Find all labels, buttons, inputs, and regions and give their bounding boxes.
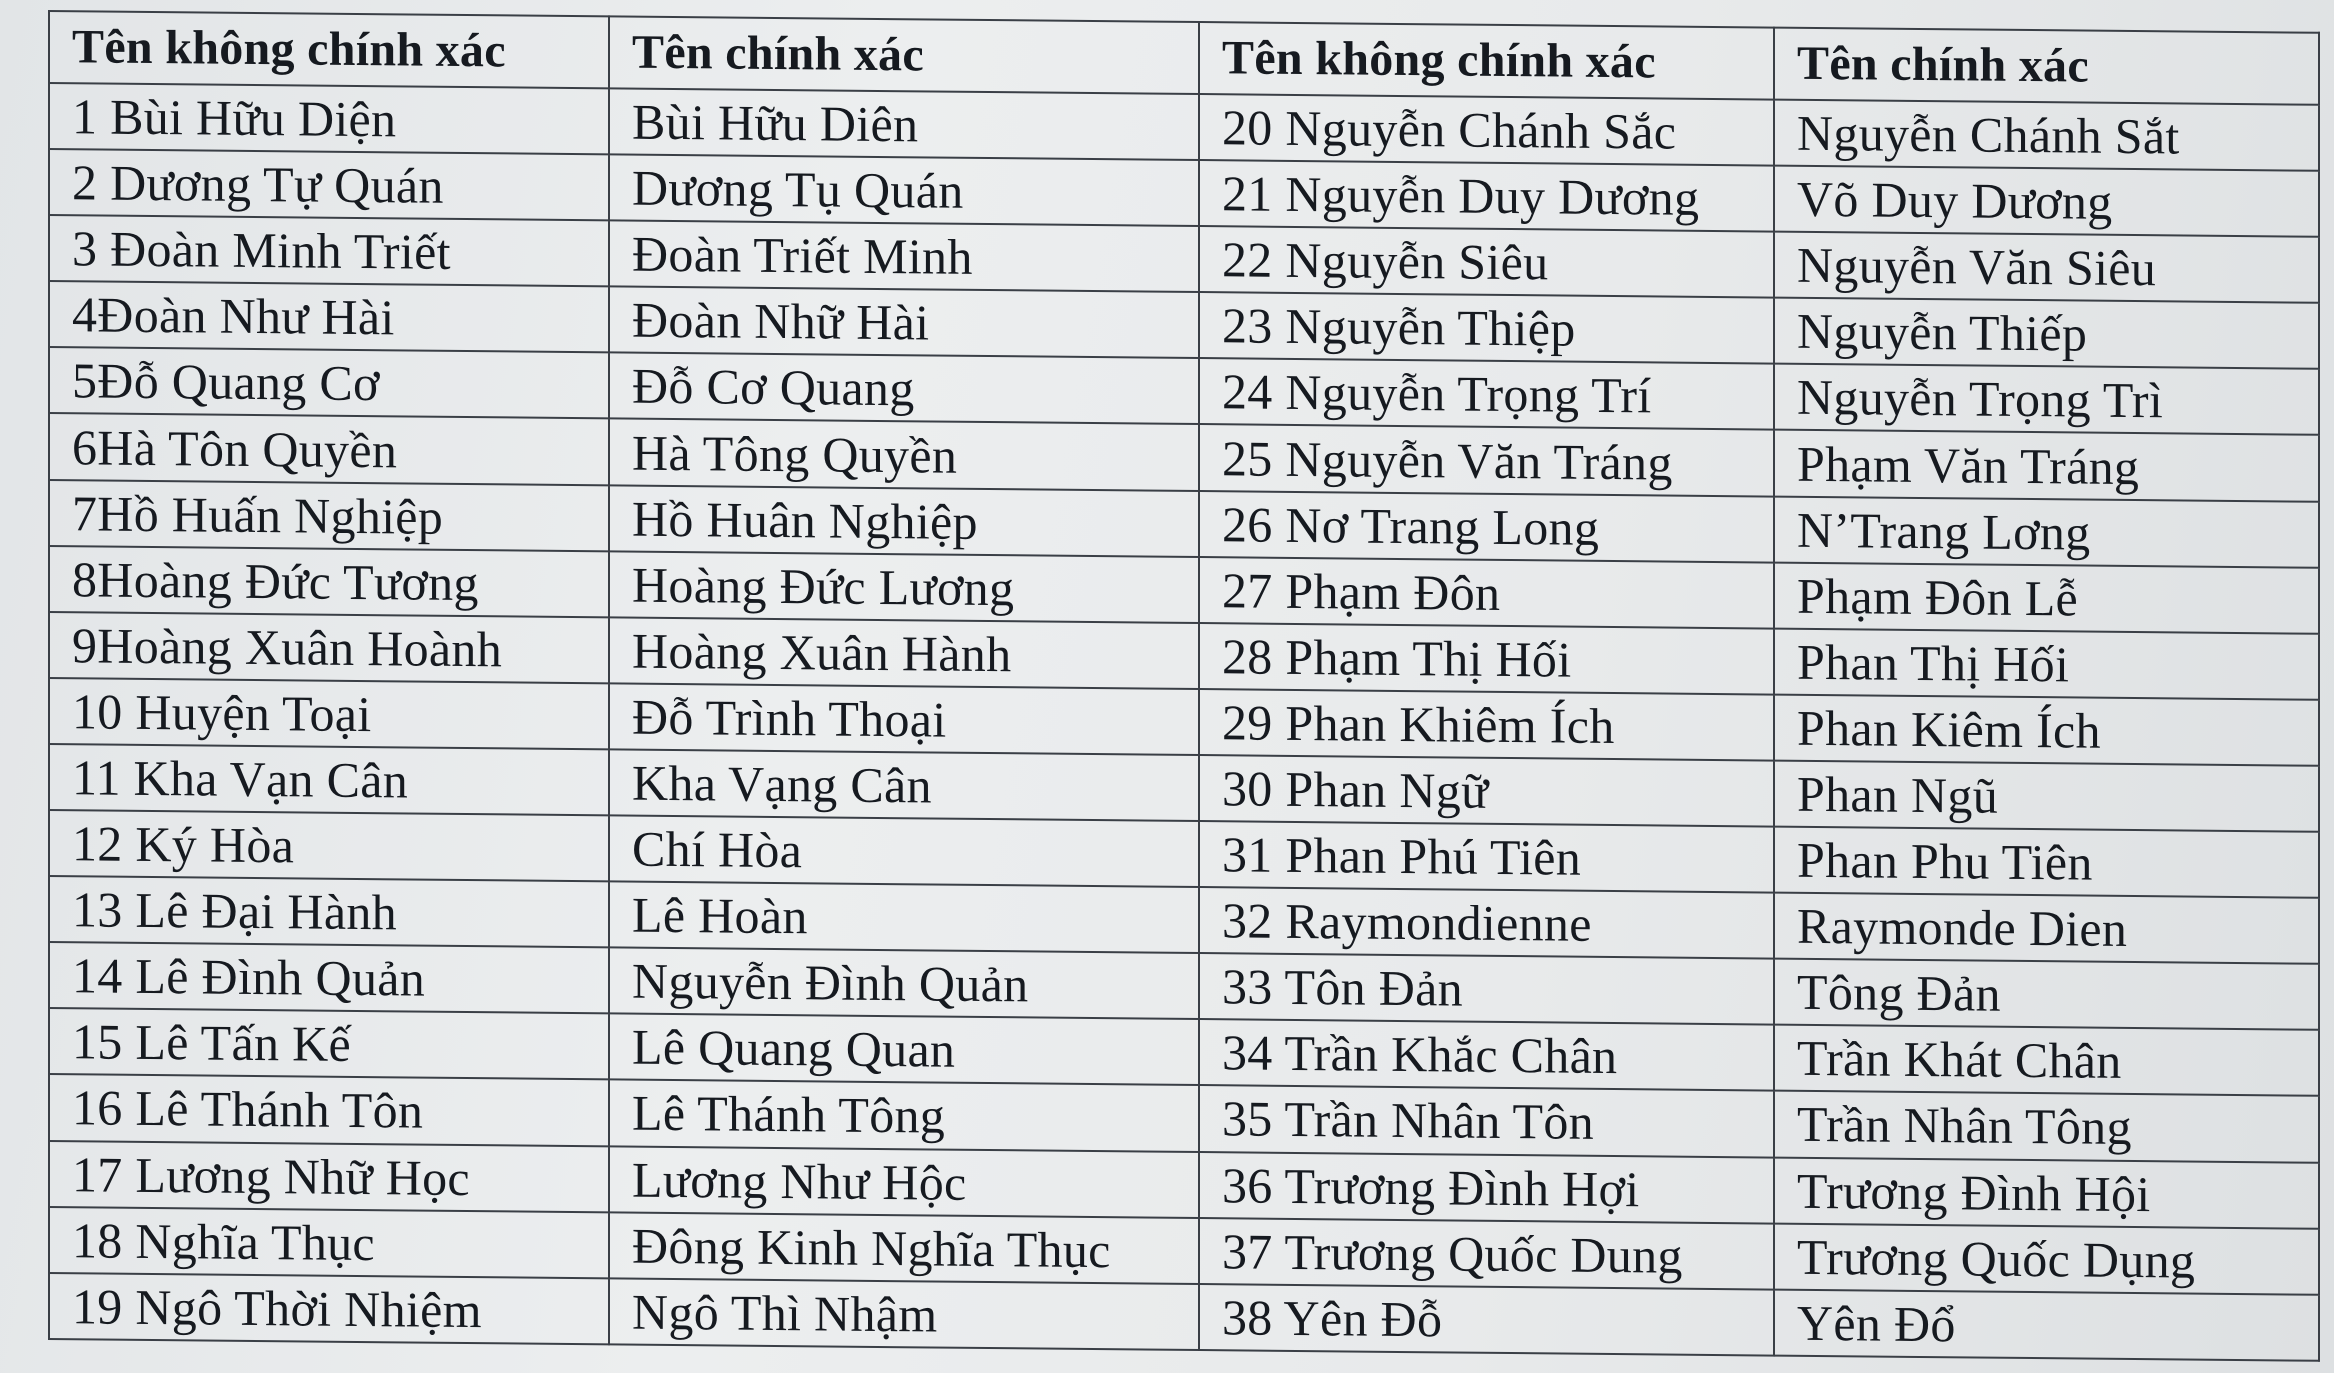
incorrect-name-cell: 5Đỗ Quang Cơ <box>49 347 609 418</box>
incorrect-name-cell: 22 Nguyễn Siêu <box>1199 226 1774 298</box>
incorrect-name-cell: 2 Dương Tự Quán <box>49 149 609 220</box>
correct-name-cell: Đỗ Cơ Quang <box>609 353 1199 425</box>
incorrect-name-cell: 7Hồ Huấn Nghiệp <box>49 480 609 551</box>
correct-name-cell: Nguyễn Đình Quản <box>609 948 1199 1020</box>
cut-off-text-line <box>40 1352 2330 1373</box>
table-body <box>49 83 2319 1361</box>
correct-name-cell: Hà Tông Quyền <box>609 419 1199 491</box>
incorrect-name-cell: 38 Yên Đỗ <box>1199 1284 1774 1356</box>
incorrect-name-cell: 6Hà Tôn Quyền <box>49 413 609 484</box>
correct-name-cell: Phạm Đôn Lễ <box>1774 562 2319 633</box>
correct-name-cell: Ngô Thì Nhậm <box>609 1278 1199 1350</box>
correct-name-cell: Lê Hoàn <box>609 882 1199 954</box>
incorrect-name-cell: 31 Phan Phú Tiên <box>1199 821 1774 893</box>
incorrect-name-cell: 35 Trần Nhân Tôn <box>1199 1085 1774 1157</box>
correct-name-cell: Hoàng Xuân Hành <box>609 617 1199 689</box>
correct-name-cell: Kha Vạng Cân <box>609 749 1199 821</box>
incorrect-name-cell: 20 Nguyễn Chánh Sắc <box>1199 94 1774 166</box>
correct-name-cell: Bùi Hữu Diên <box>609 88 1199 160</box>
incorrect-name-cell: 27 Phạm Đôn <box>1199 557 1774 629</box>
correct-name-cell: Võ Duy Dương <box>1774 166 2319 237</box>
correct-name-cell: Phan Thị Hối <box>1774 628 2319 699</box>
correct-name-cell: Lương Như Hộc <box>609 1146 1199 1218</box>
correct-name-cell: Trương Quốc Dụng <box>1774 1223 2319 1294</box>
correct-name-cell: Tông Đản <box>1774 959 2319 1030</box>
incorrect-name-cell: 4Đoàn Như Hài <box>49 281 609 352</box>
incorrect-name-cell: 18 Nghĩa Thục <box>49 1207 609 1278</box>
incorrect-name-cell: 1 Bùi Hữu Diện <box>49 83 609 154</box>
correct-name-cell: Đoàn Triết Minh <box>609 221 1199 293</box>
incorrect-name-cell: 12 Ký Hòa <box>49 810 609 881</box>
incorrect-name-cell: 28 Phạm Thị Hối <box>1199 623 1774 695</box>
correct-name-cell: Đoàn Nhữ Hài <box>609 287 1199 359</box>
correct-name-cell: Trương Đình Hội <box>1774 1157 2319 1228</box>
header-incorrect-name-1: Tên không chính xác <box>49 11 609 88</box>
header-correct-name-2: Tên chính xác <box>1774 28 2319 105</box>
header-incorrect-name-2: Tên không chính xác <box>1199 22 1774 100</box>
correct-name-cell: Đông Kinh Nghĩa Thục <box>609 1212 1199 1284</box>
correct-name-cell: Hồ Huân Nghiệp <box>609 485 1199 557</box>
correct-name-cell: Phạm Văn Tráng <box>1774 430 2319 501</box>
correct-name-cell: Chí Hòa <box>609 815 1199 887</box>
incorrect-name-cell: 8Hoàng Đức Tương <box>49 546 609 617</box>
correct-name-cell: Nguyễn Chánh Sắt <box>1774 100 2319 171</box>
incorrect-name-cell: 16 Lê Thánh Tôn <box>49 1074 609 1145</box>
correct-name-cell: Lê Thánh Tông <box>609 1080 1199 1152</box>
name-correction-table <box>48 10 2320 1362</box>
correct-name-cell: Nguyễn Trọng Trì <box>1774 364 2319 435</box>
incorrect-name-cell: 30 Phan Ngữ <box>1199 755 1774 827</box>
header-correct-name-1: Tên chính xác <box>609 16 1199 94</box>
correct-name-cell: N’Trang Lơng <box>1774 496 2319 567</box>
correct-name-cell: Trần Khát Chân <box>1774 1025 2319 1096</box>
correct-name-cell: Yên Đổ <box>1774 1289 2319 1361</box>
incorrect-name-cell: 10 Huyện Toại <box>49 678 609 749</box>
incorrect-name-cell: 26 Nơ Trang Long <box>1199 491 1774 563</box>
incorrect-name-cell: 15 Lê Tấn Kế <box>49 1008 609 1079</box>
incorrect-name-cell: 29 Phan Khiêm Ích <box>1199 689 1774 761</box>
correct-name-cell: Dương Tụ Quán <box>609 154 1199 226</box>
incorrect-name-cell: 3 Đoàn Minh Triết <box>49 215 609 286</box>
correct-name-cell: Hoàng Đức Lương <box>609 551 1199 623</box>
correct-name-cell: Đỗ Trình Thoại <box>609 683 1199 755</box>
incorrect-name-cell: 14 Lê Đình Quản <box>49 942 609 1013</box>
incorrect-name-cell: 24 Nguyễn Trọng Trí <box>1199 358 1774 430</box>
incorrect-name-cell: 32 Raymondienne <box>1199 887 1774 959</box>
correct-name-cell: Phan Ngũ <box>1774 761 2319 832</box>
incorrect-name-cell: 33 Tôn Đản <box>1199 953 1774 1025</box>
incorrect-name-cell: 11 Kha Vạn Cân <box>49 744 609 815</box>
correct-name-cell: Phan Kiêm Ích <box>1774 694 2319 765</box>
incorrect-name-cell: 21 Nguyễn Duy Dương <box>1199 160 1774 232</box>
incorrect-name-cell: 17 Lương Nhữ Học <box>49 1141 609 1212</box>
incorrect-name-cell: 9Hoàng Xuân Hoành <box>49 612 609 683</box>
incorrect-name-cell: 23 Nguyễn Thiệp <box>1199 292 1774 364</box>
incorrect-name-cell: 34 Trần Khắc Chân <box>1199 1019 1774 1091</box>
correct-name-cell: Lê Quang Quan <box>609 1014 1199 1086</box>
correct-name-cell: Nguyễn Thiếp <box>1774 298 2319 369</box>
incorrect-name-cell: 36 Trương Đình Hợi <box>1199 1152 1774 1224</box>
correct-name-cell: Trần Nhân Tông <box>1774 1091 2319 1162</box>
correct-name-cell: Raymonde Dien <box>1774 893 2319 964</box>
incorrect-name-cell: 19 Ngô Thời Nhiệm <box>49 1273 609 1345</box>
correct-name-cell: Nguyễn Văn Siêu <box>1774 232 2319 303</box>
incorrect-name-cell: 13 Lê Đại Hành <box>49 876 609 947</box>
incorrect-name-cell: 25 Nguyễn Văn Tráng <box>1199 425 1774 497</box>
incorrect-name-cell: 37 Trương Quốc Dung <box>1199 1218 1774 1290</box>
correct-name-cell: Phan Phu Tiên <box>1774 827 2319 898</box>
